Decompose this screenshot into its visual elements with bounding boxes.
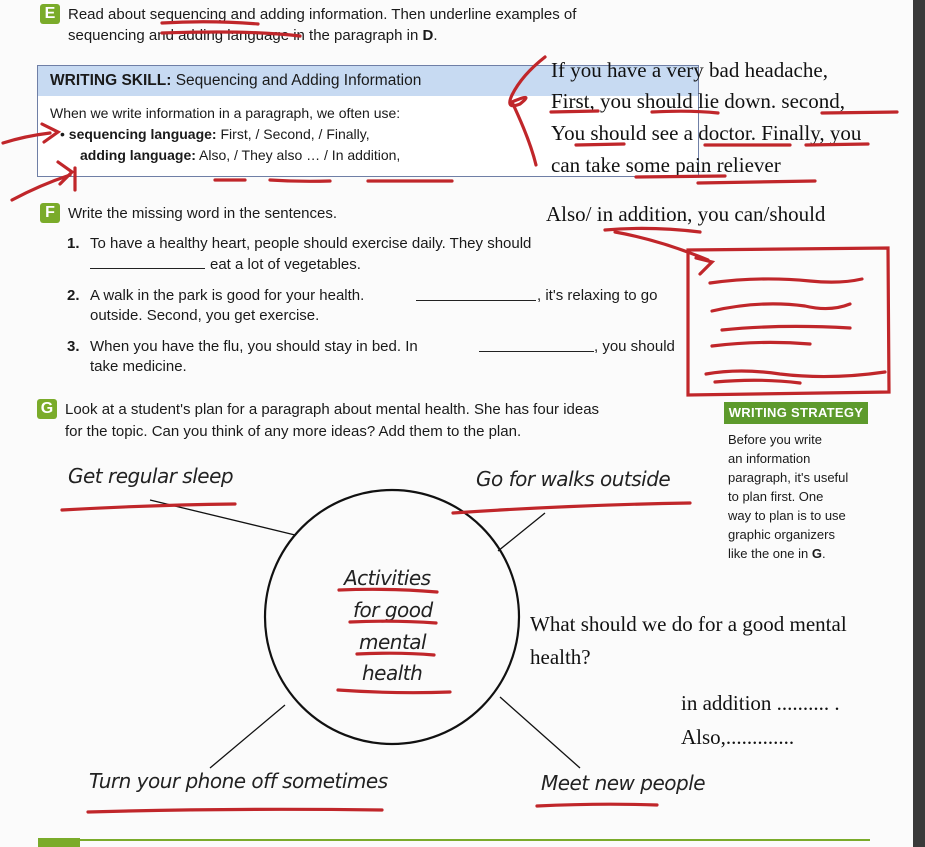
- section-e-badge: E: [40, 4, 60, 24]
- scrollbar-edge[interactable]: [913, 0, 925, 847]
- f-item-2-number: 2.: [67, 287, 80, 304]
- writing-skill-intro: When we write information in a paragraph, we often use:: [50, 105, 401, 121]
- underline-idea-br: [537, 804, 657, 806]
- writing-strategy-tag: WRITING STRATEGY: [724, 402, 868, 424]
- idea-bottom-left: Turn your phone off sometimes: [89, 769, 388, 793]
- section-f-badge: F: [40, 203, 60, 223]
- idea-top-right: Go for walks outside: [476, 467, 671, 491]
- scribble-5: [706, 371, 885, 377]
- underline-idea-tr: [453, 503, 690, 513]
- section-e-instruction-line2: sequencing and adding language in the paragraph in D.: [68, 27, 438, 44]
- writing-skill-bullet-sequencing: • sequencing language: First, / Second, / Finally,: [60, 126, 370, 142]
- underline-second: [822, 112, 897, 113]
- underline-pain-reliever: [698, 181, 815, 183]
- section-g-line1: Look at a student's plan for a paragraph about mental health. She has four ideas: [65, 401, 600, 418]
- f-item-2-text-b: , it's relaxing to go: [537, 287, 658, 304]
- f-item-3-text: When you have the flu, you should stay in bed. In: [90, 338, 418, 355]
- center-line-2: for good: [353, 598, 433, 622]
- underline-should-2: [576, 144, 624, 145]
- underline-center-4: [338, 690, 450, 693]
- section-g-line2: for the topic. Can you think of any more ideas? Add them to the plan.: [65, 423, 522, 440]
- center-line-3: mental: [359, 630, 427, 654]
- underline-should: [652, 111, 718, 113]
- underline-idea-bl: [88, 809, 382, 812]
- center-line-4: health: [362, 661, 423, 685]
- underline-sequencing-and-adding: [162, 32, 300, 36]
- f-item-2-text-cont: outside. Second, you get exercise.: [90, 307, 320, 324]
- writing-strategy-body: Before you write an information paragraph, it's useful to plan first. One way to plan is to use graphic organizers like the one in G.: [728, 432, 849, 561]
- question-line-1: What should we do for a good mental: [530, 612, 847, 636]
- writing-skill-heading: WRITING SKILL: Sequencing and Adding Information: [38, 66, 698, 96]
- note-line-2: First, you should lie down. second,: [551, 89, 845, 113]
- underline-center-2: [350, 621, 436, 623]
- bracket-mark: [510, 57, 545, 165]
- section-f-title: Write the missing word in the sentences.: [68, 205, 338, 222]
- add-line-1: in addition .......... .: [681, 691, 840, 715]
- f-item-3-text-cont: take medicine.: [90, 358, 187, 375]
- arrowhead-adding: [58, 162, 72, 184]
- scribble-3: [722, 326, 850, 330]
- underline-center-1: [339, 589, 437, 592]
- arrow-adding: [12, 175, 70, 200]
- scribble-1: [710, 279, 862, 283]
- f-item-3-number: 3.: [67, 338, 80, 355]
- scribble-4: [712, 342, 810, 346]
- f-item-1-text: To have a healthy heart, people should exercise daily. They should: [90, 235, 532, 252]
- f-item-2-text: A walk in the park is good for your health.: [90, 287, 365, 304]
- question-line-2: health?: [530, 645, 591, 669]
- idea-bottom-right: Meet new people: [541, 771, 706, 795]
- underline-first: [551, 111, 598, 112]
- note-line-3: You should see a doctor. Finally, you: [551, 121, 862, 145]
- arrow-to-box: [615, 232, 708, 260]
- center-line-1: Activities: [344, 566, 431, 590]
- scribble-2: [712, 304, 850, 311]
- underline-center-3: [357, 653, 434, 655]
- section-g-badge: G: [37, 399, 57, 419]
- note-line-5: Also/ in addition, you can/should: [546, 202, 826, 226]
- section-e-instruction-line1: Read about sequencing and adding information. Then underline examples of: [68, 6, 577, 23]
- add-line-2: Also,.............: [681, 725, 795, 749]
- note-line-1: If you have a very bad headache,: [551, 58, 828, 82]
- f-item-1-text-cont: eat a lot of vegetables.: [210, 256, 361, 273]
- scribble-6: [715, 380, 800, 383]
- idea-top-left: Get regular sleep: [68, 464, 234, 488]
- underline-finally: [806, 144, 868, 145]
- f-item-3-text-b: , you should: [594, 338, 675, 355]
- underline-idea-tl: [62, 504, 235, 510]
- f-item-1-number: 1.: [67, 235, 80, 252]
- writing-skill-bullet-adding: adding language: Also, / They also … / In addition,: [80, 147, 401, 163]
- note-line-4: can take some pain reliever: [551, 153, 781, 177]
- underline-some: [636, 176, 725, 177]
- underline-they-also: [270, 180, 330, 181]
- underline-sequencing: [162, 22, 258, 24]
- arrowhead-box: [696, 258, 712, 274]
